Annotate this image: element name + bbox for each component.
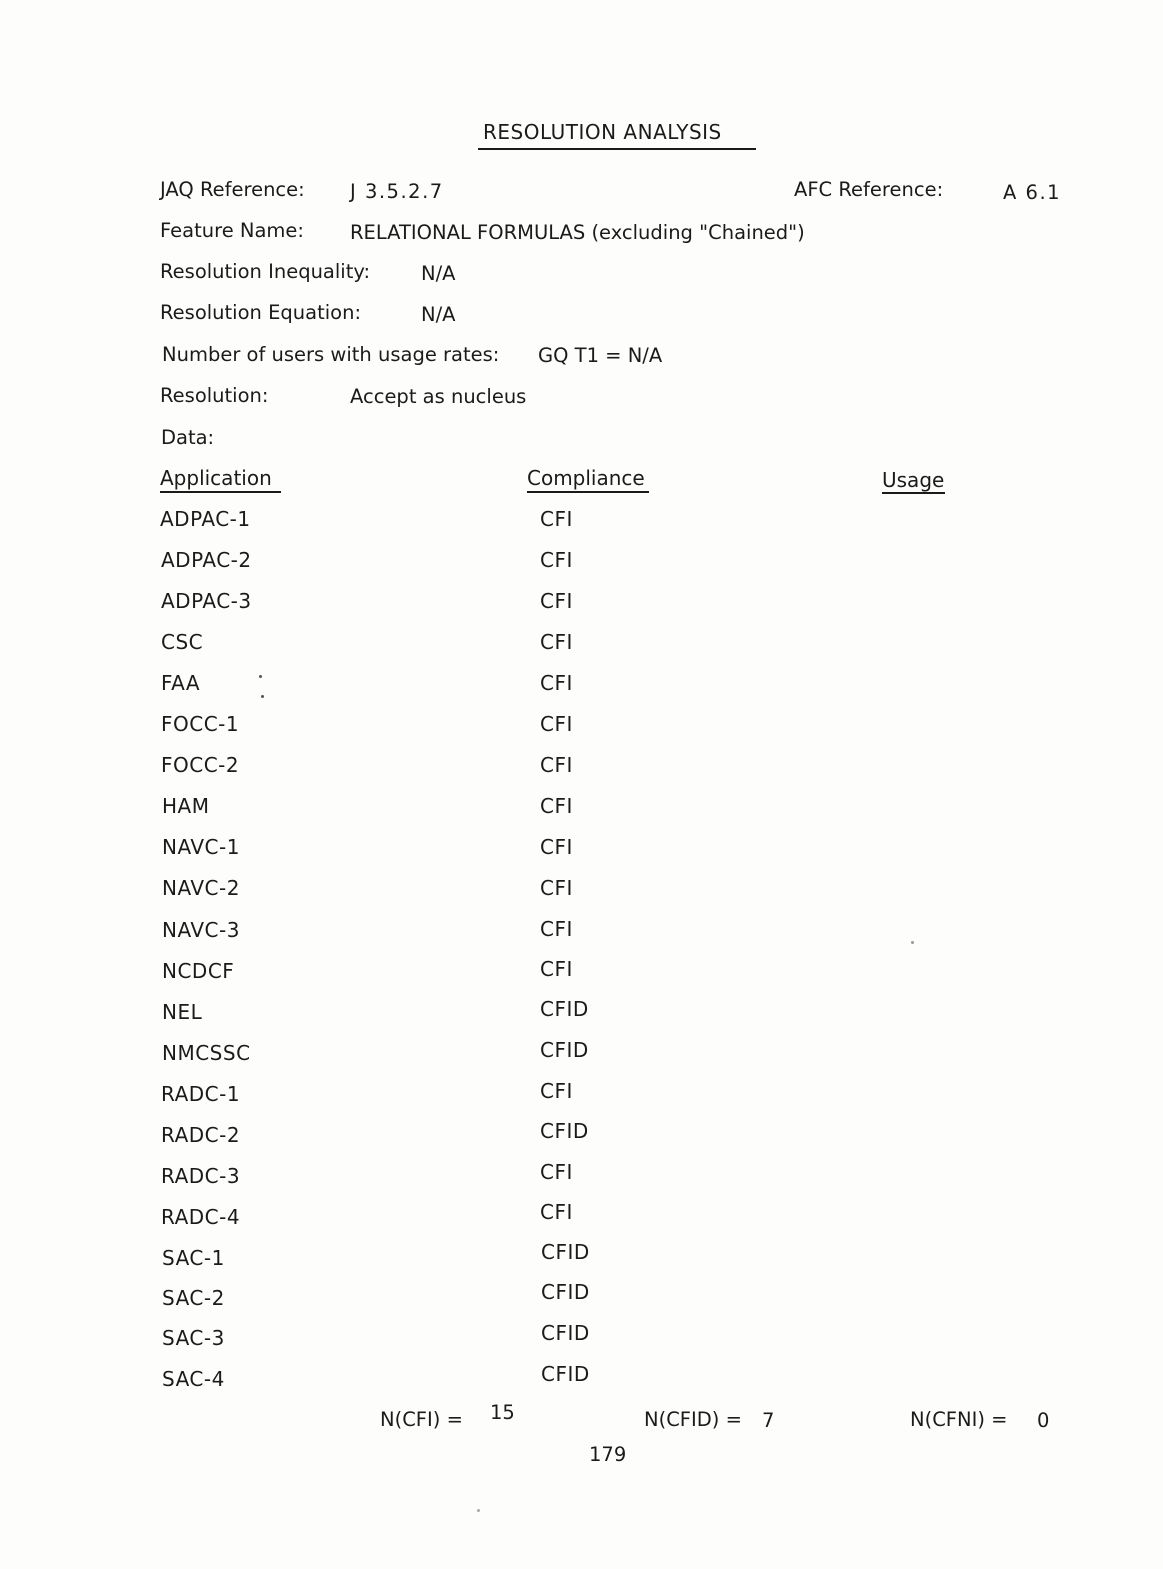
usage-underline [882, 492, 945, 494]
table-row-compliance: CFID [541, 1362, 590, 1386]
page-number: 179 [589, 1443, 627, 1466]
n-cfi-value: 15 [490, 1401, 515, 1424]
table-row-application: ADPAC-3 [161, 589, 252, 613]
afc-reference-value: A 6.1 [1003, 181, 1062, 204]
table-row-compliance: CFID [541, 1240, 590, 1264]
jaq-reference-label: JAQ Reference: [160, 178, 305, 201]
table-row-compliance: CFI [540, 507, 573, 531]
table-row-application: SAC-1 [162, 1246, 225, 1270]
table-row-compliance: CFI [540, 917, 573, 941]
feature-name-label: Feature Name: [160, 219, 304, 242]
scan-speck [911, 941, 914, 944]
table-row-application: CSC [161, 630, 204, 654]
n-cfni-label: N(CFNI) = [910, 1408, 1008, 1431]
table-row-application: RADC-4 [161, 1205, 241, 1229]
compliance-underline [527, 491, 649, 493]
table-row-application: SAC-4 [162, 1367, 225, 1391]
resolution-inequality-label: Resolution Inequality: [160, 260, 371, 283]
table-row-application: FOCC-2 [161, 753, 240, 777]
table-row-compliance: CFID [540, 1119, 589, 1143]
page-title: RESOLUTION ANALYSIS [483, 120, 722, 144]
table-row-compliance: CFI [540, 794, 573, 818]
resolution-label: Resolution: [160, 384, 269, 407]
afc-reference-label: AFC Reference: [794, 178, 944, 201]
jaq-reference-value: J 3.5.2.7 [350, 180, 444, 203]
data-label: Data: [161, 426, 215, 449]
table-row-compliance: CFID [541, 1321, 590, 1345]
resolution-value: Accept as nucleus [350, 385, 527, 408]
resolution-equation-label: Resolution Equation: [160, 301, 362, 324]
resolution-equation-value: N/A [421, 303, 456, 326]
scan-speck [477, 1509, 480, 1512]
table-row-compliance: CFID [541, 1280, 590, 1304]
table-row-application: NAVC-1 [162, 835, 240, 859]
table-row-compliance: CFI [540, 589, 573, 613]
table-row-compliance: CFI [540, 876, 573, 900]
n-cfi-label: N(CFI) = [380, 1408, 463, 1431]
users-usage-rates-value: GQ T1 = N/A [538, 344, 663, 367]
scan-speck [261, 695, 264, 698]
users-usage-rates-label: Number of users with usage rates: [162, 343, 500, 366]
table-row-compliance: CFI [540, 630, 573, 654]
n-cfid-label: N(CFID) = [644, 1408, 742, 1431]
table-row-application: NAVC-3 [162, 918, 240, 942]
column-header-compliance: Compliance [527, 466, 645, 490]
table-row-application: RADC-2 [161, 1123, 241, 1147]
table-row-application: SAC-2 [162, 1286, 225, 1310]
n-cfid-value: 7 [762, 1409, 775, 1432]
table-row-compliance: CFID [540, 1038, 589, 1062]
table-row-application: RADC-1 [161, 1082, 241, 1106]
table-row-compliance: CFI [540, 957, 573, 981]
table-row-compliance: CFI [540, 835, 573, 859]
application-underline [160, 491, 281, 493]
table-row-application: NEL [162, 1000, 203, 1024]
table-row-application: RADC-3 [161, 1164, 241, 1188]
table-row-application: NAVC-2 [162, 876, 240, 900]
table-row-application: ADPAC-2 [161, 548, 252, 572]
table-row-compliance: CFI [540, 671, 573, 695]
table-row-compliance: CFI [540, 1079, 573, 1103]
column-header-usage: Usage [882, 468, 945, 492]
table-row-compliance: CFID [540, 997, 589, 1021]
resolution-inequality-value: N/A [421, 262, 456, 285]
table-row-compliance: CFI [540, 548, 573, 572]
table-row-application: ADPAC-1 [160, 507, 251, 531]
table-row-compliance: CFI [540, 1160, 573, 1184]
column-header-application: Application [160, 466, 272, 490]
table-row-compliance: CFI [540, 753, 573, 777]
title-underline [478, 148, 756, 150]
table-row-application: NMCSSC [162, 1041, 251, 1065]
feature-name-value: RELATIONAL FORMULAS (excluding "Chained") [350, 221, 805, 244]
n-cfni-value: 0 [1037, 1409, 1050, 1432]
table-row-compliance: CFI [540, 1200, 573, 1224]
table-row-compliance: CFI [540, 712, 573, 736]
scan-speck [259, 675, 262, 678]
table-row-application: FAA [161, 671, 201, 695]
table-row-application: FOCC-1 [161, 712, 240, 736]
table-row-application: NCDCF [162, 959, 235, 983]
table-row-application: HAM [162, 794, 210, 818]
table-row-application: SAC-3 [162, 1326, 225, 1350]
